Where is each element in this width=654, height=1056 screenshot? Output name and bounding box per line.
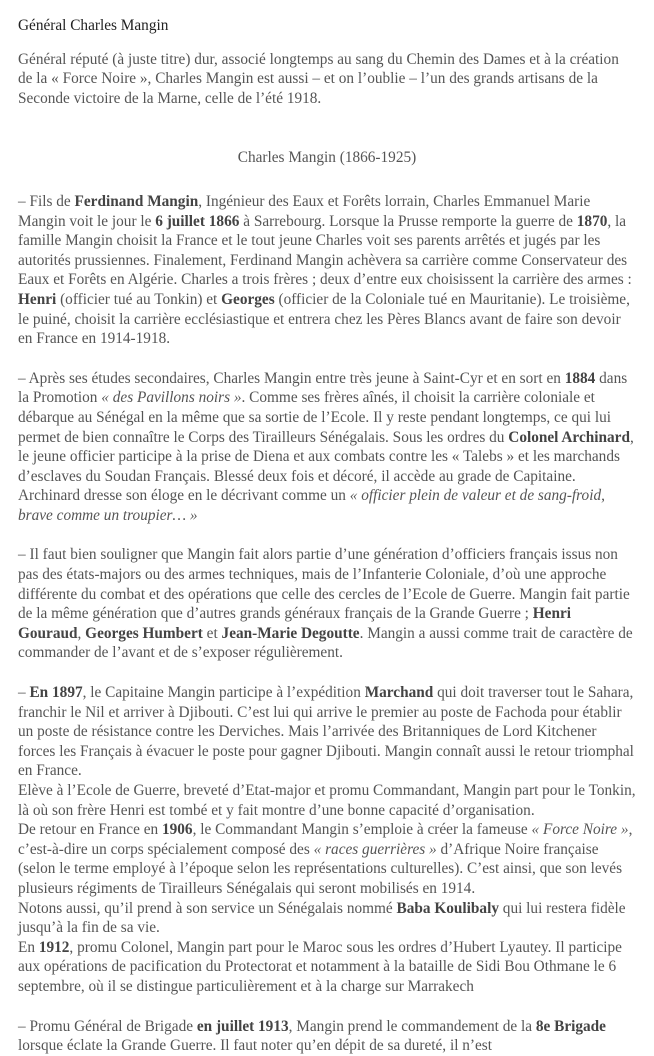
text-run: d’Afrique Noire française (selon le terme employé à l’époque selon les représentations culturelles). C’est ainsi, que son levés plusieurs régiments de Tirailleurs Sénégalais qui seront mobilisés en 1914.: [18, 840, 623, 897]
article-paragraph: [18, 781, 636, 820]
text-run: (officier tué au Tonkin) et: [56, 290, 222, 308]
text-run: De retour en France en: [18, 821, 162, 839]
text-run: – Après ses études secondaires, Charles Mangin entre très jeune à Saint-Cyr et en sort en: [18, 369, 565, 387]
bold-text: 8e Brigade: [535, 1017, 606, 1035]
text-run: lorsque éclate la Grande Guerre. Il faut noter qu’en dépit de sa dureté, il n’est: [18, 1037, 493, 1055]
text-run: Elève à l’Ecole de Guerre, breveté d’Etat-major et promu Commandant, Mangin part pour le Tonkin, là où son frère Henri est tombé et y fait montre d’une bonne capacité d’organisation.: [18, 782, 636, 819]
article-paragraph: [18, 192, 636, 349]
bold-text: Ferdinand Mangin: [74, 192, 199, 210]
text-run: Notons aussi, qu’il prend à son service un Sénégalais nommé: [18, 899, 397, 917]
italic-quote: « des Pavillons noirs »: [101, 389, 242, 407]
bold-text: Georges Humbert: [85, 624, 203, 642]
text-run: ,: [77, 624, 86, 642]
article-paragraph: [18, 683, 636, 781]
text-run: , le Capitaine Mangin participe à l’expédition: [82, 684, 365, 702]
text-run: –: [18, 684, 30, 702]
text-run: , le Commandant Mangin s’emploie à créer la fameuse: [192, 821, 532, 839]
bold-text: en juillet 1913: [196, 1017, 289, 1035]
text-run: . Mangin a aussi comme trait de caractère de commander de l’avant et de s’exposer régulièrement.: [18, 624, 633, 662]
text-run: – Il faut bien souligner que Mangin fait alors partie d’une génération d’officiers français issus non pas des états-majors ou des armes techniques, mais de l’Infanterie Coloniale, d’où une approche différente du combat et des opérations que celle des cercles de l’Ecole de Guerre. Mangin fait partie de la même génération que d’autres grands généraux français de la Grande Guerre ;: [18, 546, 630, 623]
article-paragraph: [18, 369, 636, 526]
article-paragraph: [18, 545, 636, 663]
article-paragraph: [18, 899, 636, 938]
italic-quote: « officier plein de valeur et de sang-froid, brave comme un troupier… »: [18, 487, 605, 524]
text-run: – Fils de: [18, 192, 75, 210]
bold-text: Georges: [221, 290, 275, 308]
bold-text: 1884: [564, 369, 596, 387]
bold-text: 1870: [576, 212, 608, 230]
italic-quote: « races guerrières »: [313, 840, 437, 858]
text-run: , c’est-à-dire un corps spécialement composé des: [18, 821, 633, 858]
text-run: , Ingénieur des Eaux et Forêts lorrain, Charles Emmanuel Marie Mangin voit le jour le: [18, 192, 591, 230]
bold-text: Henri: [18, 290, 57, 308]
text-run: à Sarrebourg. Lorsque la Prusse remporte la guerre de: [239, 212, 577, 230]
text-run: qui lui restera fidèle jusqu’à la fin de sa vie.: [18, 899, 626, 937]
bold-text: 1912: [38, 938, 70, 956]
bold-text: Colonel Archinard: [508, 428, 630, 446]
article-body: [18, 192, 636, 1056]
article-paragraph: [18, 938, 636, 997]
bold-text: 6 juillet 1866: [155, 212, 240, 230]
bold-text: 1906: [161, 821, 193, 839]
italic-quote: « Force Noire »: [531, 821, 629, 839]
text-run: , le jeune officier participe à la prise de Diena et aux combats contre les « Talebs » et les marchands d’esclaves du Soudan Français. Blessé deux fois et décoré, il accède au grade de Capitaine. Archinard dresse son éloge en le décrivant comme un: [18, 428, 634, 505]
bold-text: Baba Koulibaly: [396, 899, 499, 917]
article-title: Général Charles Mangin: [18, 17, 169, 34]
text-run: dans la Promotion: [18, 369, 628, 407]
bold-text: Henri Gouraud: [18, 605, 572, 642]
text-run: . Comme ses frères aînés, il choisit la carrière coloniale et débarque au Sénégal en la même que sa sortie de l’Ecole. Il y reste pendant longtemps, ce qui lui permet de bien connaître le Corps des Tirailleurs Sénégalais. Sous les ordres du: [18, 389, 611, 446]
article-paragraph: [18, 820, 636, 898]
text-run: , promu Colonel, Mangin part pour le Maroc sous les ordres d’Hubert Lyautey. Il participe aux opérations de pacification du Protectorat et notamment à la bataille de Sidi Bou Othmane le 6 septembre, où il se distingue particulièrement et à la charge sur Marrakech: [18, 938, 622, 995]
text-run: , Mangin prend le commandement de la: [288, 1017, 536, 1035]
text-run: (officier de la Coloniale tué en Mauritanie). Le troisième, le puiné, choisit la carrière ecclésiastique et entrera chez les Pères Blancs avant de faire son devoir en France en 1914-1918.: [18, 290, 630, 348]
bold-text: Jean-Marie Degoutte: [221, 624, 360, 642]
bold-text: Marchand: [364, 684, 434, 702]
text-run: En: [18, 938, 39, 956]
bold-text: En 1897: [29, 684, 83, 702]
article-intro: Général réputé (à juste titre) dur, associé longtemps au sang du Chemin des Dames et à la création de la « Force Noire », Charles Mangin est aussi – et on l’oublie – l’un des grands artisans de la Seconde victoire de la Marne, celle de l’été 1918.: [18, 50, 619, 107]
image-caption: Charles Mangin (1866-1925): [237, 149, 417, 167]
text-run: et: [202, 624, 222, 642]
text-run: , la famille Mangin choisit la France et le tout jeune Charles voit ses parents arrêtés et jugés par les autorités prussiennes. Finalement, Ferdinand Mangin achèvera sa carrière comme Conservateur des Eaux et Forêts en Algérie. Charles a trois frères ; deux d’entre eux choisissent la carrière des armes :: [18, 212, 632, 289]
text-run: qui doit traverser tout le Sahara, franchir le Nil et arriver à Djibouti. C’est lui qui arrive le premier au poste de Fachoda pour établir un poste de résistance contre les Derviches. Mais l’arrivée des Britanniques de Lord Kitchener forces les Français à évacuer le poste pour gagner Djibouti. Mangin connaît aussi le retour triomphal en France.: [18, 684, 634, 780]
text-run: – Promu Général de Brigade: [18, 1017, 197, 1035]
article-paragraph: [18, 1017, 636, 1056]
